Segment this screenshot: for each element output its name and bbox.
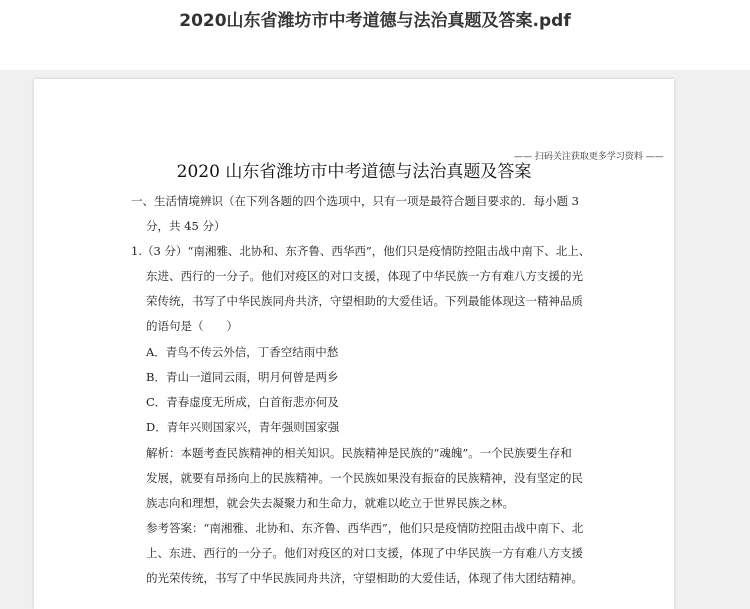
option-a: A．青鸟不传云外信，丁香空结雨中愁	[146, 345, 339, 359]
analysis-line: 族志向和理想，就会失去凝聚力和生命力，就难以屹立于世界民族之林。	[146, 496, 514, 510]
document-page	[34, 79, 674, 609]
question-stem-line: 1.（3 分）“南湘雅、北协和、东齐鲁、西华西”，他们只是疫情防控阻击战中南下、北上、	[131, 244, 591, 258]
answer-line: 参考答案：“南湘雅、北协和、东齐鲁、西华西”，他们只是疫情防控阻击战中南下、北	[146, 521, 584, 535]
question-stem-line: 的语句是（ ）	[146, 319, 238, 333]
answer-line: 上、东进、西行的一分子。他们对疫区的对口支援，体现了中华民族一方有难八方支援	[146, 546, 583, 560]
analysis-line: 发展，就要有昂扬向上的民族精神。一个民族如果没有振奋的民族精神，没有坚定的民	[146, 471, 583, 485]
section-heading-line: 一、生活情境辨识（在下列各题的四个选项中，只有一项是最符合题目要求的．每小题 3	[131, 194, 579, 208]
option-d: D．青年兴则国家兴，青年强则国家强	[146, 420, 340, 434]
document-title: 2020 山东省潍坊市中考道德与法治真题及答案	[176, 162, 532, 182]
answer-line: 的光荣传统，书写了中华民族同舟共济，守望相助的大爱佳话，体现了伟大团结精神。	[146, 571, 583, 585]
option-c: C．青春虚度无所成，白首衔悲亦何及	[146, 395, 339, 409]
question-stem-line: 东进、西行的一分子。他们对疫区的对口支援，体现了中华民族一方有难八方支援的光	[146, 269, 583, 283]
file-title: 2020山东省潍坊市中考道德与法治真题及答案.pdf	[179, 11, 571, 31]
option-b: B．青山一道同云雨，明月何曾是两乡	[146, 370, 339, 384]
qr-note: —— 扫码关注获取更多学习资料 ——	[514, 152, 664, 162]
section-heading-line: 分，共 45 分）	[146, 219, 226, 233]
analysis-line: 解析：本题考查民族精神的相关知识。民族精神是民族的“魂魄”。一个民族要生存和	[146, 446, 572, 460]
question-stem-line: 荣传统，书写了中华民族同舟共济，守望相助的大爱佳话。下列最能体现这一精神品质	[146, 294, 583, 308]
viewer-top-bar	[0, 0, 750, 70]
